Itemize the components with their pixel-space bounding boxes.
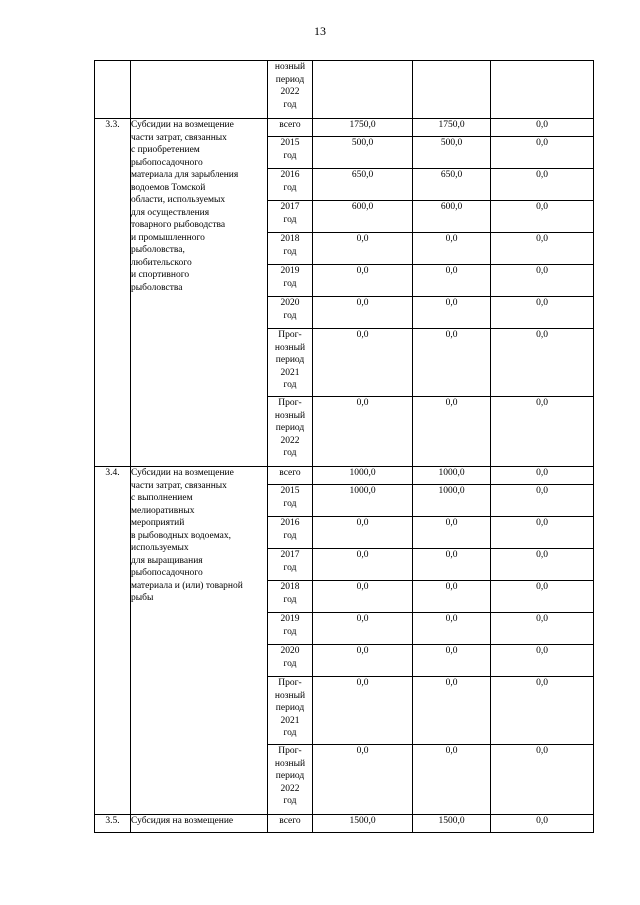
year-label: 2019 год — [280, 614, 300, 637]
value-cell-2: 500,0 — [413, 137, 491, 169]
value-cell-2: 0,0 — [413, 397, 491, 467]
year-label: 2016 год — [280, 170, 300, 193]
value-cell-3: 0,0 — [491, 297, 594, 329]
value-cell-2: 1000,0 — [413, 485, 491, 517]
year-label: 2017 год — [280, 202, 300, 225]
year-label: 2018 год — [280, 234, 300, 257]
value-cell-1: 0,0 — [313, 265, 413, 297]
value-cell-2: 0,0 — [413, 581, 491, 613]
value-cell-3: 0,0 — [491, 233, 594, 265]
table-row — [95, 815, 594, 833]
year-cell — [268, 233, 313, 265]
year-label: 2015 год — [280, 138, 300, 161]
year-label: Прог- нозный период 2022 год — [274, 398, 306, 458]
row-number-cell: 3.3. — [95, 119, 131, 467]
value-cell-1: 500,0 — [313, 137, 413, 169]
value-cell-2: 600,0 — [413, 201, 491, 233]
value-cell-1: 0,0 — [313, 297, 413, 329]
value-cell-2: 0,0 — [413, 297, 491, 329]
value-cell-3: 0,0 — [491, 581, 594, 613]
value-cell-2: 0,0 — [413, 549, 491, 581]
value-cell-2: 0,0 — [413, 517, 491, 549]
item-name: Субсидии на возмещение части затрат, связанных с приобретением рыбопосадочного материала для зарыбления водоемов Томской области, используемых для осуществления товарного рыбоводства и промышленного рыболовства, любительского и спортивного рыболовства — [131, 120, 239, 293]
value-cell-2: 0,0 — [413, 677, 491, 745]
table-row — [95, 119, 594, 137]
year-cell — [268, 169, 313, 201]
value-cell-1: 0,0 — [313, 549, 413, 581]
year-label: 2015 год — [280, 486, 300, 509]
value-cell-1: 0,0 — [313, 677, 413, 745]
year-label: 2020 год — [280, 298, 300, 321]
year-label: 2017 год — [280, 550, 300, 573]
value-cell-1: 0,0 — [313, 397, 413, 467]
value-cell-2 — [413, 61, 491, 119]
year-cell — [268, 581, 313, 613]
item-name-cell — [131, 467, 268, 815]
year-cell — [268, 815, 313, 833]
value-cell-2: 0,0 — [413, 329, 491, 397]
value-cell-2: 0,0 — [413, 613, 491, 645]
value-cell-2: 0,0 — [413, 745, 491, 815]
year-label: нозный период 2022 год — [274, 62, 306, 110]
value-cell-3: 0,0 — [491, 485, 594, 517]
year-cell — [268, 397, 313, 467]
value-cell-3: 0,0 — [491, 645, 594, 677]
value-cell-2: 0,0 — [413, 265, 491, 297]
value-cell-3: 0,0 — [491, 613, 594, 645]
value-cell-2: 1750,0 — [413, 119, 491, 137]
budget-table — [94, 60, 594, 833]
value-cell-3: 0,0 — [491, 815, 594, 833]
value-cell-3: 0,0 — [491, 169, 594, 201]
value-cell-1: 1750,0 — [313, 119, 413, 137]
value-cell-3 — [491, 61, 594, 119]
year-cell — [268, 201, 313, 233]
value-cell-1: 0,0 — [313, 517, 413, 549]
value-cell-1: 1000,0 — [313, 467, 413, 485]
value-cell-1 — [313, 61, 413, 119]
row-number-cell: 3.4. — [95, 467, 131, 815]
value-cell-3: 0,0 — [491, 201, 594, 233]
year-label: Прог- нозный период 2021 год — [274, 678, 306, 738]
value-cell-1: 0,0 — [313, 581, 413, 613]
year-cell — [268, 517, 313, 549]
value-cell-3: 0,0 — [491, 265, 594, 297]
year-cell — [268, 137, 313, 169]
item-name-cell — [131, 119, 268, 467]
year-label: всего — [279, 816, 301, 826]
value-cell-2: 1000,0 — [413, 467, 491, 485]
year-cell — [268, 61, 313, 119]
year-label: 2019 год — [280, 266, 300, 289]
page-number: 13 — [314, 24, 326, 38]
table-row — [95, 467, 594, 485]
year-cell — [268, 485, 313, 517]
value-cell-3: 0,0 — [491, 137, 594, 169]
table-row-continued — [95, 61, 594, 119]
year-label: Прог- нозный период 2022 год — [274, 746, 306, 806]
year-label: 2020 год — [280, 646, 300, 669]
value-cell-1: 600,0 — [313, 201, 413, 233]
value-cell-2: 0,0 — [413, 645, 491, 677]
year-label: всего — [279, 468, 301, 478]
value-cell-2: 0,0 — [413, 233, 491, 265]
year-label: всего — [279, 120, 301, 130]
year-cell — [268, 645, 313, 677]
value-cell-3: 0,0 — [491, 549, 594, 581]
year-label: 2016 год — [280, 518, 300, 541]
year-cell — [268, 613, 313, 645]
value-cell-3: 0,0 — [491, 329, 594, 397]
value-cell-1: 1000,0 — [313, 485, 413, 517]
value-cell-1: 650,0 — [313, 169, 413, 201]
year-cell — [268, 467, 313, 485]
value-cell-3: 0,0 — [491, 677, 594, 745]
item-name-cell — [131, 815, 268, 833]
year-label: 2018 год — [280, 582, 300, 605]
year-cell — [268, 297, 313, 329]
value-cell-1: 0,0 — [313, 613, 413, 645]
value-cell-2: 1500,0 — [413, 815, 491, 833]
value-cell-3: 0,0 — [491, 119, 594, 137]
year-cell — [268, 745, 313, 815]
year-cell — [268, 119, 313, 137]
row-number-cell — [95, 61, 131, 119]
item-name: Субсидии на возмещение части затрат, связанных с выполнением мелиоративных мероприятий в рыбоводных водоемах, используемых для выращивания рыбопосадочного материала и (или) товарной рыбы — [131, 468, 243, 603]
value-cell-1: 0,0 — [313, 645, 413, 677]
item-name-cell — [131, 61, 268, 119]
value-cell-3: 0,0 — [491, 397, 594, 467]
value-cell-1: 1500,0 — [313, 815, 413, 833]
value-cell-3: 0,0 — [491, 517, 594, 549]
year-cell — [268, 677, 313, 745]
item-name: Субсидия на возмещение — [131, 816, 234, 826]
value-cell-3: 0,0 — [491, 745, 594, 815]
value-cell-1: 0,0 — [313, 329, 413, 397]
value-cell-1: 0,0 — [313, 233, 413, 265]
value-cell-3: 0,0 — [491, 467, 594, 485]
value-cell-2: 650,0 — [413, 169, 491, 201]
year-cell — [268, 549, 313, 581]
year-cell — [268, 329, 313, 397]
year-cell — [268, 265, 313, 297]
row-number-cell: 3.5. — [95, 815, 131, 833]
year-label: Прог- нозный период 2021 год — [274, 330, 306, 390]
value-cell-1: 0,0 — [313, 745, 413, 815]
